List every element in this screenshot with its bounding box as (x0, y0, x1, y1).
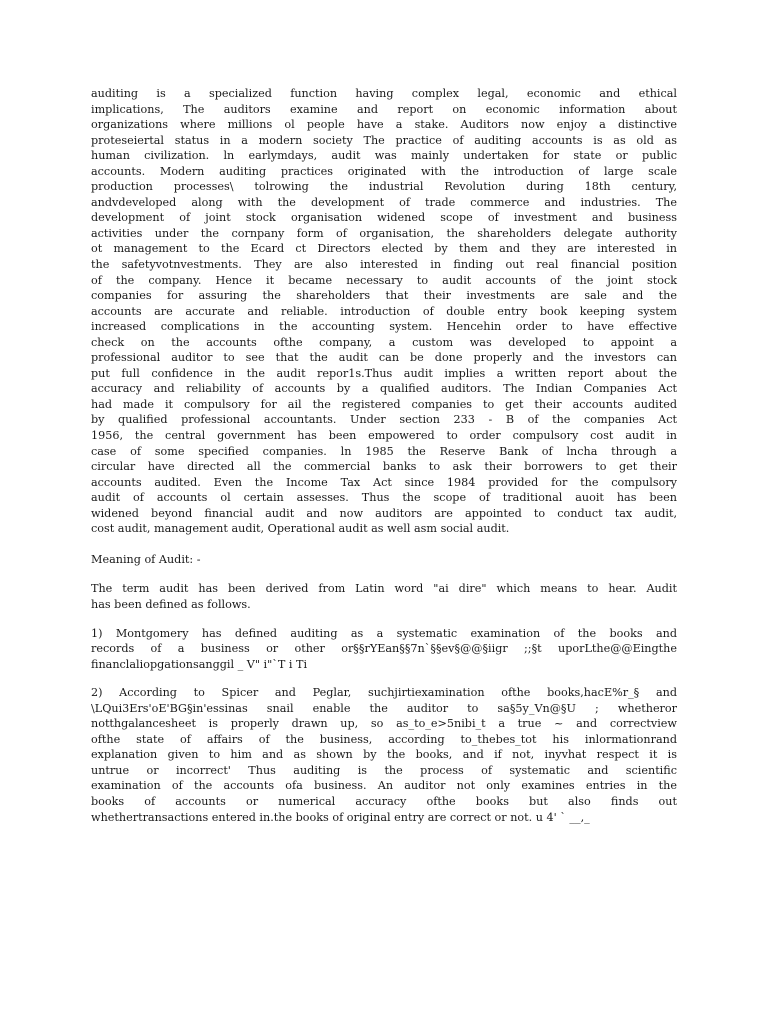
text-line: activities under the cornpany form of organisation, the shareholders delegate authority (91, 226, 677, 240)
text-line: human civilization. ln earlymdays, audit was mainly undertaken for state or public (91, 149, 677, 163)
paragraph-audit-etymology (91, 581, 677, 612)
text-line: had made it compulsory for ail the registered companies to get their accounts audited (91, 397, 677, 411)
text-line: The term audit has been derived from Latin word "ai dire" which means to hear. Audit (91, 582, 677, 596)
text-line: financlaliopgationsanggil _ V" i"`T i Ti (91, 657, 308, 671)
text-line: books of accounts or numerical accuracy ofthe books but also finds out (91, 794, 677, 808)
text-line: implications, The auditors examine and report on economic information about (91, 102, 677, 116)
text-line: accounts are accurate and reliable. introduction of double entry book keeping system (91, 304, 677, 318)
text-line: proteseiertal status in a modern society The practice of auditing accounts is as old as (91, 133, 677, 147)
text-line: records of a business or other or§§rYEan§§7n`§§ev§@@§iigr ;;§t uporLthe@@Eingthe (91, 642, 677, 656)
text-line: put full confidence in the audit repor1s.Thus audit implies a written report about the (91, 366, 677, 380)
text-line: increased complications in the accounting system. Hencehin order to have effective (91, 320, 677, 334)
text-line: by qualified professional accountants. Under section 233 - B of the companies Act (91, 413, 677, 427)
paragraph-definition-montgomery (91, 626, 677, 673)
text-line: notthgalancesheet is properly drawn up, so as_to_e>5nibi_t a true ~ and correctview (91, 717, 677, 731)
text-line: accuracy and reliability of accounts by a qualified auditors. The Indian Companies Act (91, 382, 677, 396)
text-line: widened beyond financial audit and now auditors are appointed to conduct tax audit, (91, 506, 677, 520)
text-line: ot management to the Ecard ct Directors elected by them and they are interested in (91, 242, 677, 256)
section-heading-meaning-of-audit: Meaning of Audit: - (91, 552, 201, 566)
text-line: audit of accounts ol certain assesses. Thus the scope of traditional auoit has been (91, 491, 677, 505)
text-line: 1) Montgomery has defined auditing as a systematic examination of the books and (91, 626, 677, 640)
text-line: examination of the accounts ofa business. An auditor not only examines entries in the (91, 779, 677, 793)
text-line: companies for assuring the shareholders that their investments are sale and the (91, 289, 677, 303)
text-line: accounts audited. Even the Income Tax Act since 1984 provided for the compulsory (91, 475, 677, 489)
paragraph-definition-spicer-peglar (91, 685, 677, 825)
text-line: auditing is a specialized function having complex legal, economic and ethical (91, 87, 677, 100)
text-line: circular have directed all the commercial banks to ask their borrowers to get their (91, 460, 677, 474)
text-line: has been defined as follows. (91, 597, 251, 611)
text-line: 2) According to Spicer and Peglar, suchjirtiexamination ofthe books,hacE%r_§ and (91, 686, 677, 700)
paragraph-history-of-auditing (91, 86, 677, 537)
text-line: andvdeveloped along with the development of trade commerce and industries. The (91, 195, 677, 209)
text-line: professional auditor to see that the audit can be done properly and the investors can (91, 351, 677, 365)
text-line: \LQui3Ers'oE'BG§in'essinas snail enable the auditor to sa§5y_Vn@§U ; whetheror (91, 701, 677, 715)
text-line: untrue or incorrect' Thus auditing is the process of systematic and scientific (91, 763, 677, 777)
text-line: explanation given to him and as shown by the books, and if not, inyvhat respect it is (91, 748, 677, 762)
text-line: of the company. Hence it became necessary to audit accounts of the joint stock (91, 273, 677, 287)
text-line: organizations where millions ol people have a stake. Auditors now enjoy a distinctive (91, 118, 677, 132)
text-line: ofthe state of affairs of the business, according to_thebes_tot his inlormationrand (91, 732, 677, 746)
text-line: development of joint stock organisation widened scope of investment and business (91, 211, 677, 225)
text-line: 1956, the central government has been empowered to order compulsory cost audit in (91, 429, 677, 443)
text-line: case of some specified companies. ln 1985 the Reserve Bank of lncha through a (91, 444, 677, 458)
text-line: check on the accounts ofthe company, a custom was developed to appoint a (91, 335, 677, 349)
text-line: cost audit, management audit, Operational audit as well asm social audit. (91, 522, 510, 536)
text-line: the safetyvotnvestments. They are also interested in finding out real financial position (91, 258, 677, 272)
text-line: accounts. Modern auditing practices originated with the introduction of large scale (91, 164, 677, 178)
text-line: production processes\ tolrowing the industrial Revolution during 18th century, (91, 180, 677, 194)
text-line: whethertransactions entered in.the books of original entry are correct or not. u 4' ` __,_ (91, 810, 590, 824)
document-page (91, 86, 677, 825)
